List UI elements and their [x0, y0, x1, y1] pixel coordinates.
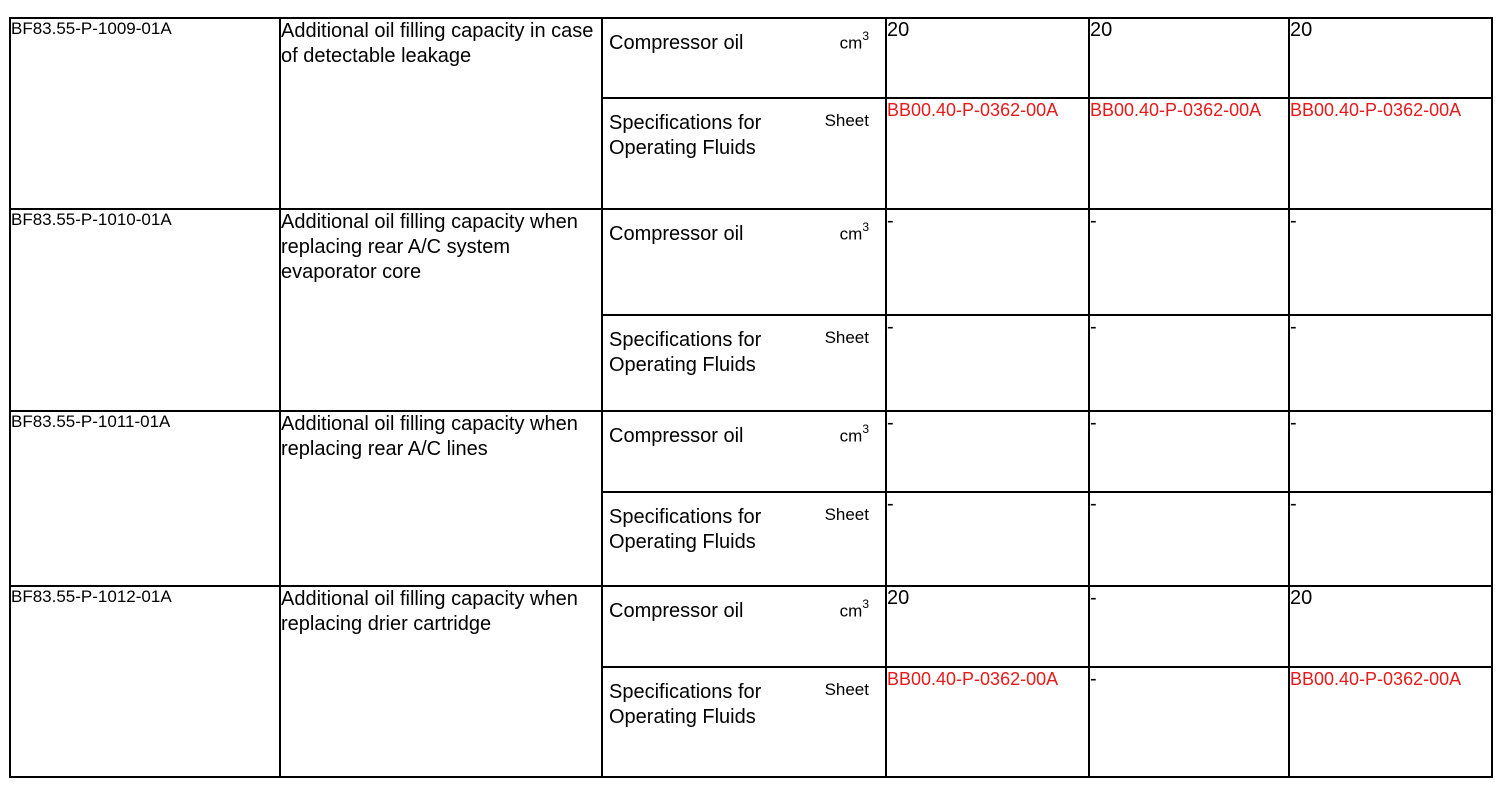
spec-reference-link[interactable]: BB00.40-P-0362-00A [1289, 667, 1492, 777]
table-row [10, 209, 1492, 315]
value-cell: - [886, 411, 1089, 492]
table-row [10, 586, 1492, 667]
parameter-label: Compressor oil [609, 32, 744, 54]
parameter-label: Specifications for Operating Fluids [609, 329, 762, 376]
parameter-label: Specifications for Operating Fluids [609, 506, 762, 553]
unit-cm3: $cm^3$ [839, 422, 869, 446]
spec-reference-link[interactable]: BB00.40-P-0362-00A [886, 667, 1089, 777]
unit-cm3: $cm^3$ [839, 220, 869, 244]
parameter-label: Specifications for Operating Fluids [609, 681, 762, 728]
parameter-cell [602, 586, 886, 667]
parameter-cell [602, 18, 886, 98]
value-cell: - [1289, 315, 1492, 411]
value-cell: - [886, 315, 1089, 411]
value-cell: 20 [1289, 18, 1492, 98]
unit-sheet: Sheet [824, 680, 869, 699]
unit-sheet: Sheet [824, 505, 869, 524]
parameter-cell [602, 492, 886, 586]
description-cell: Additional oil filling capacity when replacing rear A/C system evaporator core [280, 209, 602, 411]
parameter-cell [602, 98, 886, 209]
value-cell: - [1289, 209, 1492, 315]
capacity-spec-table [9, 17, 1493, 778]
parameter-label: Specifications for Operating Fluids [609, 112, 762, 159]
value-cell: 20 [1089, 18, 1289, 98]
value-cell: 20 [886, 586, 1089, 667]
value-cell: 20 [886, 18, 1089, 98]
spec-reference-link[interactable]: BB00.40-P-0362-00A [1289, 98, 1492, 209]
table-row [10, 411, 1492, 492]
spec-reference-link[interactable]: BB00.40-P-0362-00A [886, 98, 1089, 209]
description-cell: Additional oil filling capacity when replacing drier cartridge [280, 586, 602, 777]
description-cell: Additional oil filling capacity in case of detectable leakage [280, 18, 602, 209]
value-cell: - [1089, 667, 1289, 777]
document-code-cell: BF83.55-P-1009-01A [10, 18, 280, 209]
unit-cm3: $cm^3$ [839, 29, 869, 53]
document-code-cell: BF83.55-P-1012-01A [10, 586, 280, 777]
value-cell: 20 [1289, 586, 1492, 667]
document-code-cell: BF83.55-P-1011-01A [10, 411, 280, 586]
parameter-cell [602, 411, 886, 492]
unit-cm3: $cm^3$ [839, 597, 869, 621]
parameter-label: Compressor oil [609, 600, 744, 622]
value-cell: - [886, 492, 1089, 586]
unit-sheet: Sheet [824, 328, 869, 347]
document-code-cell: BF83.55-P-1010-01A [10, 209, 280, 411]
unit-sheet: Sheet [824, 111, 869, 130]
parameter-label: Compressor oil [609, 223, 744, 245]
value-cell: - [1289, 492, 1492, 586]
description-cell: Additional oil filling capacity when replacing rear A/C lines [280, 411, 602, 586]
parameter-cell [602, 667, 886, 777]
value-cell: - [1089, 492, 1289, 586]
value-cell: - [886, 209, 1089, 315]
value-cell: - [1089, 586, 1289, 667]
value-cell: - [1289, 411, 1492, 492]
value-cell: - [1089, 315, 1289, 411]
parameter-cell [602, 209, 886, 315]
value-cell: - [1089, 411, 1289, 492]
spec-reference-link[interactable]: BB00.40-P-0362-00A [1089, 98, 1289, 209]
table-row [10, 18, 1492, 98]
value-cell: - [1089, 209, 1289, 315]
parameter-label: Compressor oil [609, 425, 744, 447]
parameter-cell [602, 315, 886, 411]
